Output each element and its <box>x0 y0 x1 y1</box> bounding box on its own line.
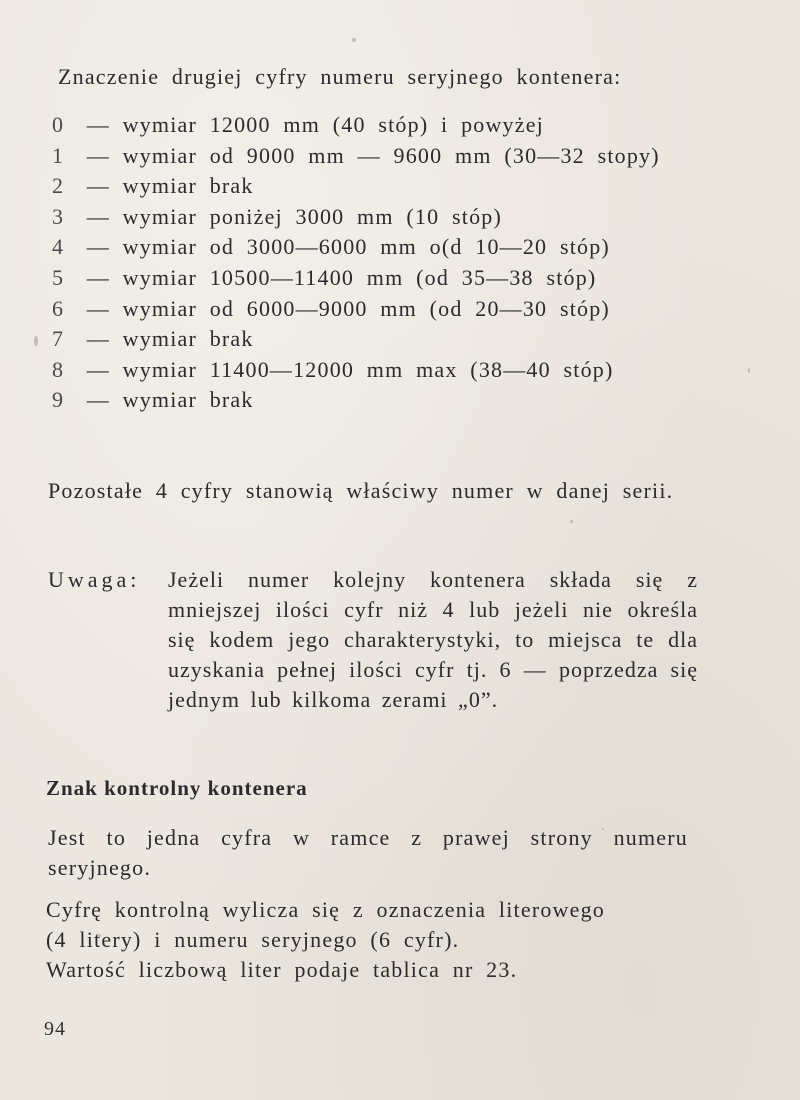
note-text: Jeżeli numer kolejny kontenera składa się z mniejszej ilości cyfr niż 4 lub jeżeli nie określa się kodem jego charakterystyki, to miejsca te dla uzyskania pełnej ilości cyfr tj. 6 — poprzedza się jednym lub kilkoma zerami „0”. <box>168 567 698 712</box>
list-text: — wymiar od 9000 mm — 9600 mm (30—32 stopy) <box>86 142 660 168</box>
control-digit-paragraph: Jest to jedna cyfra w ramce z prawej strony numeru seryjnego. <box>48 825 688 880</box>
list-item <box>52 355 660 386</box>
list-text: — wymiar od 3000—6000 mm o(d 10—20 stóp) <box>86 234 610 260</box>
list-digit: 7 <box>52 326 65 352</box>
list-item <box>52 110 660 141</box>
list-digit: 1 <box>52 142 65 168</box>
list-digit: 8 <box>52 356 65 382</box>
dimension-list <box>52 110 660 416</box>
calculation-paragraph <box>46 895 686 985</box>
list-text: — wymiar brak <box>86 387 254 413</box>
calculation-line-1: Cyfrę kontrolną wylicza się z oznaczenia literowego <box>46 897 605 922</box>
list-digit: 2 <box>52 173 65 199</box>
list-text: — wymiar 10500—11400 mm (od 35—38 stóp) <box>86 264 597 290</box>
calculation-line-2: (4 litery) i numeru seryjnego (6 cyfr). <box>46 927 460 952</box>
page-number: 94 <box>44 1018 66 1040</box>
intro-line: Znaczenie drugiej cyfry numeru seryjnego kontenera: <box>58 64 622 89</box>
list-item <box>52 263 660 294</box>
list-text: — wymiar 11400—12000 mm max (38—40 stóp) <box>86 356 614 382</box>
list-item <box>52 141 660 172</box>
list-digit: 0 <box>52 112 65 137</box>
list-item <box>52 324 660 355</box>
list-text: — wymiar brak <box>86 326 254 352</box>
list-item <box>52 202 660 233</box>
section-heading: Znak kontrolny kontenera <box>46 776 308 800</box>
list-text: — wymiar poniżej 3000 mm (10 stóp) <box>86 203 503 229</box>
list-item <box>52 171 660 202</box>
list-digit: 9 <box>52 387 65 413</box>
list-digit: 3 <box>52 203 65 229</box>
remaining-digits-paragraph: Pozostałe 4 cyfry stanowią właściwy numer w danej serii. <box>48 478 674 503</box>
list-text: — wymiar brak <box>86 173 254 199</box>
calculation-line-3: Wartość liczbową liter podaje tablica nr 23. <box>46 957 518 982</box>
list-digit: 6 <box>52 295 65 321</box>
list-text: — wymiar od 6000—9000 mm (od 20—30 stóp) <box>86 295 610 321</box>
list-text: — wymiar 12000 mm (40 stóp) i powyżej <box>86 112 544 137</box>
list-item <box>52 232 660 263</box>
list-digit: 4 <box>52 234 65 260</box>
list-digit: 5 <box>52 264 65 290</box>
list-item <box>52 294 660 325</box>
note-label: Uwaga: <box>48 567 141 592</box>
list-item <box>52 385 660 416</box>
